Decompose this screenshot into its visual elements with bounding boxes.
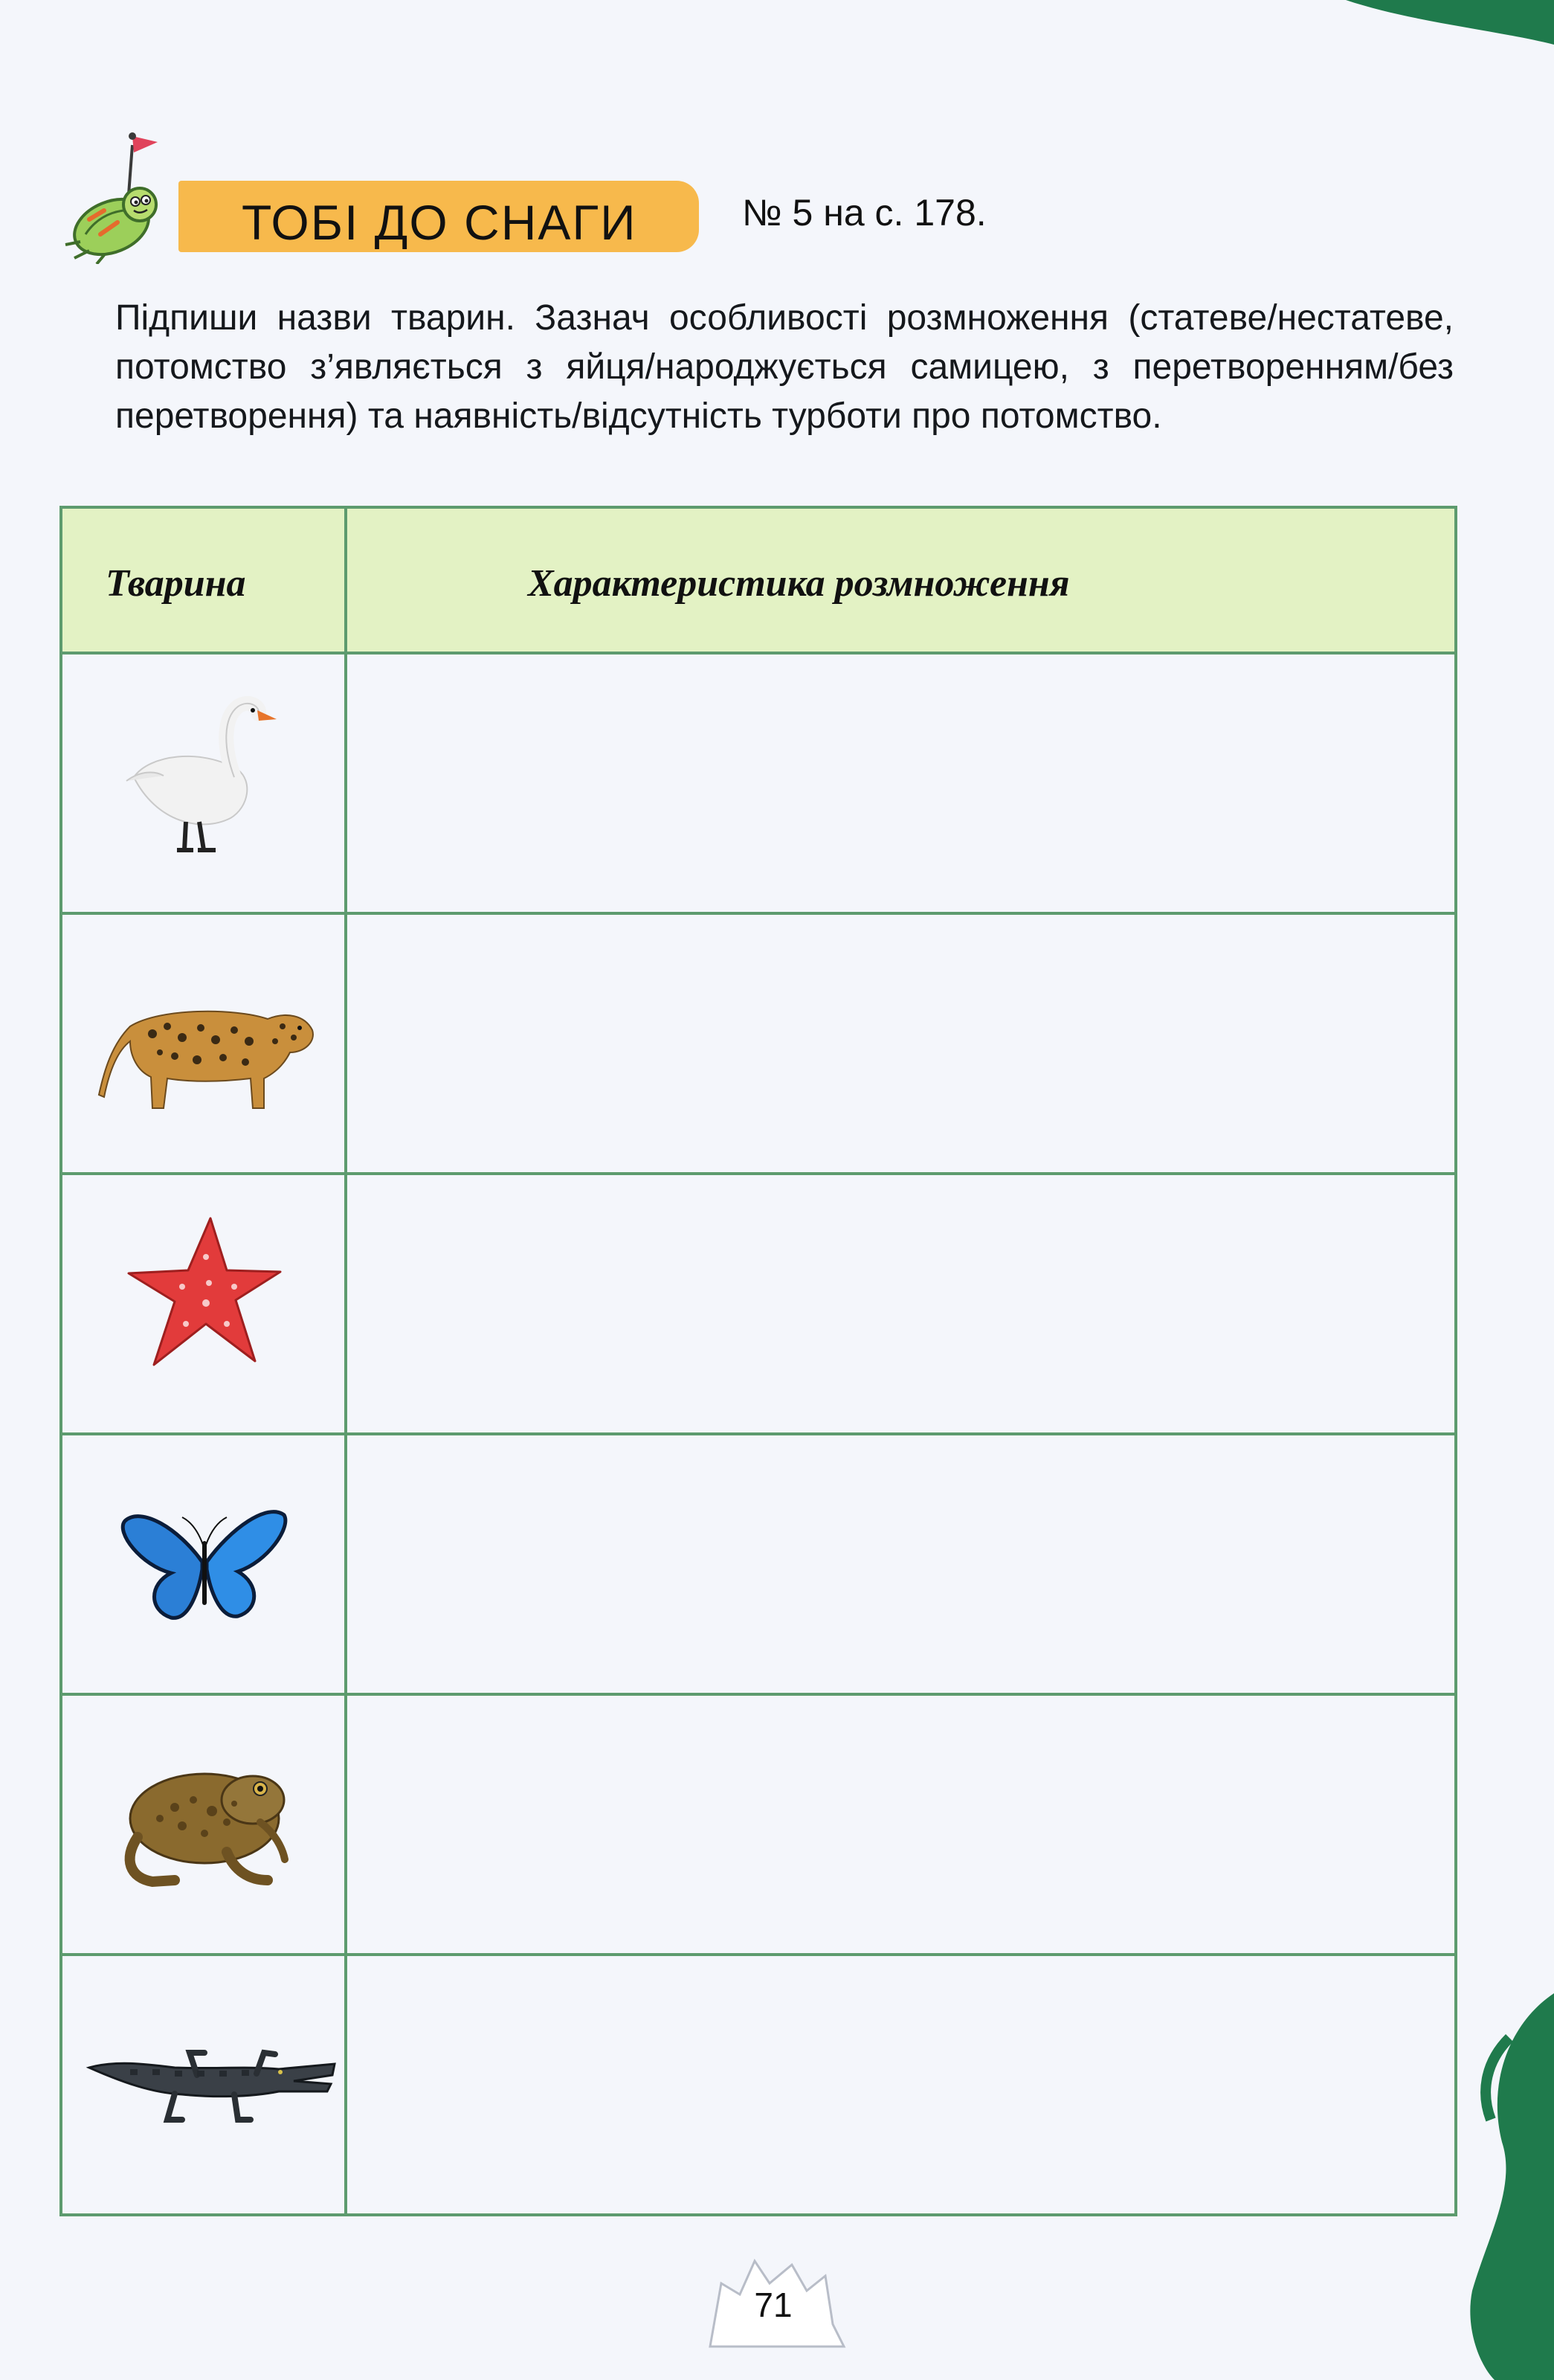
starfish-image: [123, 1212, 286, 1376]
column-header-characteristics: Характеристика розмноження: [528, 562, 1070, 605]
section-banner-label: ТОБІ ДО СНАГИ: [242, 195, 637, 250]
section-header: [59, 123, 1472, 271]
swan-image: [112, 688, 290, 859]
bug-mascot-icon: [59, 123, 171, 264]
page-number-area: [695, 2254, 851, 2350]
exercise-reference: № 5 на с. 178.: [742, 192, 987, 234]
column-header-animal: Тварина: [106, 562, 246, 605]
instructions-text: Підпиши назви тварин. Зазнач особливості розмноження (статеве/нестатеве, потомство з’являється з яйця/народжується самицею, з перетворенням/без перетворення) та наявність/відсутність турботи про потомство.: [115, 298, 1454, 436]
butterfly-image: [119, 1499, 290, 1625]
corner-decoration-bottom: [1457, 1993, 1554, 2380]
leopard-image: [93, 967, 323, 1123]
corner-decoration-top: [1301, 0, 1554, 45]
crocodile-image: [86, 2023, 338, 2135]
reproduction-table: [59, 506, 1457, 2216]
page-number: 71: [754, 2286, 793, 2324]
toad-image: [108, 1748, 301, 1897]
